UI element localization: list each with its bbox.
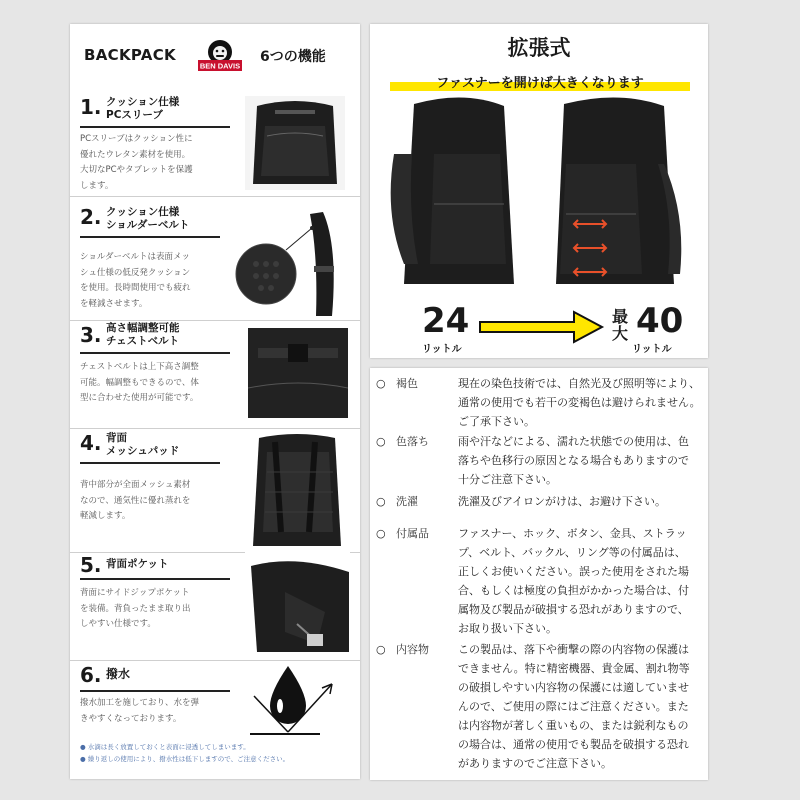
care-label: 褐色: [396, 377, 418, 390]
feature-number: 5.: [80, 553, 102, 577]
expansion-title: 拡張式: [507, 36, 571, 60]
feature-title: 撥水: [106, 667, 131, 681]
expansion-subtitle: ファスナーを開けば大きくなります: [436, 76, 644, 91]
feature-description: ショルダーベルトは表面メッ シュ仕様の低反発クッション を使用。長時間使用でも疲れ を軽減させます。: [80, 252, 191, 309]
capacity-from-unit: リットル: [422, 344, 462, 355]
feature-title: クッション仕様 PCスリーブ: [106, 96, 180, 121]
mesh-pad-photo: [245, 432, 350, 550]
title-underline: [80, 462, 220, 464]
water-note-2: ● 繰り返しの使用により、撥水性は低下しますので、ご注意ください。: [80, 755, 290, 763]
feature-title: 背面 メッシュパッド: [106, 432, 180, 457]
care-text: 雨や汗などによる、濡れた状態での使用は、色 落ちや色移行の原因となる場合もありますので 十分ご注意下さい。: [458, 435, 689, 486]
capacity-from-value: 24: [422, 301, 470, 341]
feature-mesh-pad: [80, 432, 350, 552]
pc-sleeve-photo: [245, 96, 345, 190]
feature-title: 高さ幅調整可能 チェストベルト: [106, 322, 180, 347]
care-label: 内容物: [396, 643, 429, 656]
capacity-to-value: 40: [636, 301, 684, 341]
feature-description: 撥水加工を施しており、水を弾 きやすくなっております。: [80, 698, 200, 724]
feature-description: 背面にサイドジップポケット を装備。背負ったまま取り出 しやすい仕様です。: [80, 588, 191, 629]
title-underline: [80, 578, 230, 580]
divider: [70, 428, 360, 429]
feature-description: 背中部分が全面メッシュ素材 なので、通気性に優れ蒸れを 軽減します。: [80, 480, 191, 521]
bullet-circle-icon: ○: [376, 435, 386, 448]
water-drop-icon: [250, 660, 345, 738]
features-panel: [70, 24, 360, 779]
feature-pc-sleeve: [80, 96, 350, 191]
shoulder-belt-photo: [228, 206, 350, 321]
feature-shoulder-belt: [80, 206, 350, 316]
feature-number: 1.: [80, 95, 102, 119]
feature-back-pocket: [80, 552, 350, 652]
capacity-to-unit: リットル: [632, 344, 672, 355]
svg-text:BEN DAVIS: BEN DAVIS: [199, 61, 241, 71]
care-label: 色落ち: [396, 435, 429, 448]
feature-chest-belt: [80, 320, 350, 424]
feature-number: 2.: [80, 205, 102, 229]
care-instructions-panel: [370, 368, 708, 780]
feature-title: クッション仕様 ショルダーベルト: [106, 206, 190, 231]
divider: [70, 196, 360, 197]
title-underline: [80, 690, 230, 692]
care-label: 洗濯: [396, 495, 418, 508]
bullet-circle-icon: ○: [376, 495, 386, 508]
capacity-arrow-icon: [478, 310, 606, 344]
feature-number: 4.: [80, 431, 102, 455]
title-underline: [80, 236, 220, 238]
bullet-circle-icon: ○: [376, 527, 386, 540]
capacity-max-label: 最 大: [612, 307, 629, 343]
care-text: この製品は、落下や衝撃の際の内容物の保護は できません。特に精密機器、貴金属、割れ物等 の破損しやすい内容物の保護には適していませ んので、ご使用の際にはご注意ください。また は内容物が著しく重いもの、または鋭利なもの の場合は、通常の使用でも製品を破損する恐れ がありますのでご注意下さい。: [458, 643, 690, 770]
care-label: 付属品: [396, 527, 429, 540]
bullet-circle-icon: ○: [376, 643, 386, 656]
water-note-1: ● 水滴は長く放置しておくと表面に浸透してしまいます。: [80, 743, 250, 751]
title-underline: [80, 352, 230, 354]
chest-belt-photo: [248, 328, 348, 418]
expansion-panel: [370, 24, 708, 358]
feature-title: 背面ポケット: [106, 558, 169, 570]
bullet-circle-icon: ○: [376, 377, 386, 390]
expansion-arrows-icon: [570, 214, 610, 284]
back-pocket-photo: [245, 552, 350, 652]
features-count-title: 6つの機能: [260, 49, 326, 65]
ben-davis-logo: [194, 38, 246, 74]
title-underline: [80, 126, 230, 128]
feature-description: チェストベルトは上下高さ調整 可能。幅調整もできるので、体 型に合わせた使用が可能です。: [80, 362, 199, 403]
features-header: [84, 36, 346, 76]
feature-number: 3.: [80, 323, 102, 347]
care-text: 現在の染色技術では、自然光及び照明等により、 通常の使用でも若干の変褐色は避けられません。 ご了承下さい。: [458, 377, 701, 428]
care-text: ファスナー、ホック、ボタン、金具、ストラッ プ、ベルト、バックル、リング等の付属品は、 正しくお使いください。誤った使用をされた場 合、もしくは極度の負担がかかった場合は、付 属物及び製品が破損する恐れがありますので、 お取り扱い下さい。: [458, 527, 689, 635]
feature-water-repellent: [80, 660, 350, 740]
care-text: 洗濯及びアイロンがけは、お避け下さい。: [458, 495, 667, 508]
product-type-title: BACKPACK: [84, 46, 176, 64]
feature-description: PCスリーブはクッション性に 優れたウレタン素材を使用。 大切なPCやタブレットを保護 します。: [80, 134, 193, 191]
feature-number: 6.: [80, 663, 102, 687]
backpack-comparison-photo: [374, 94, 704, 294]
